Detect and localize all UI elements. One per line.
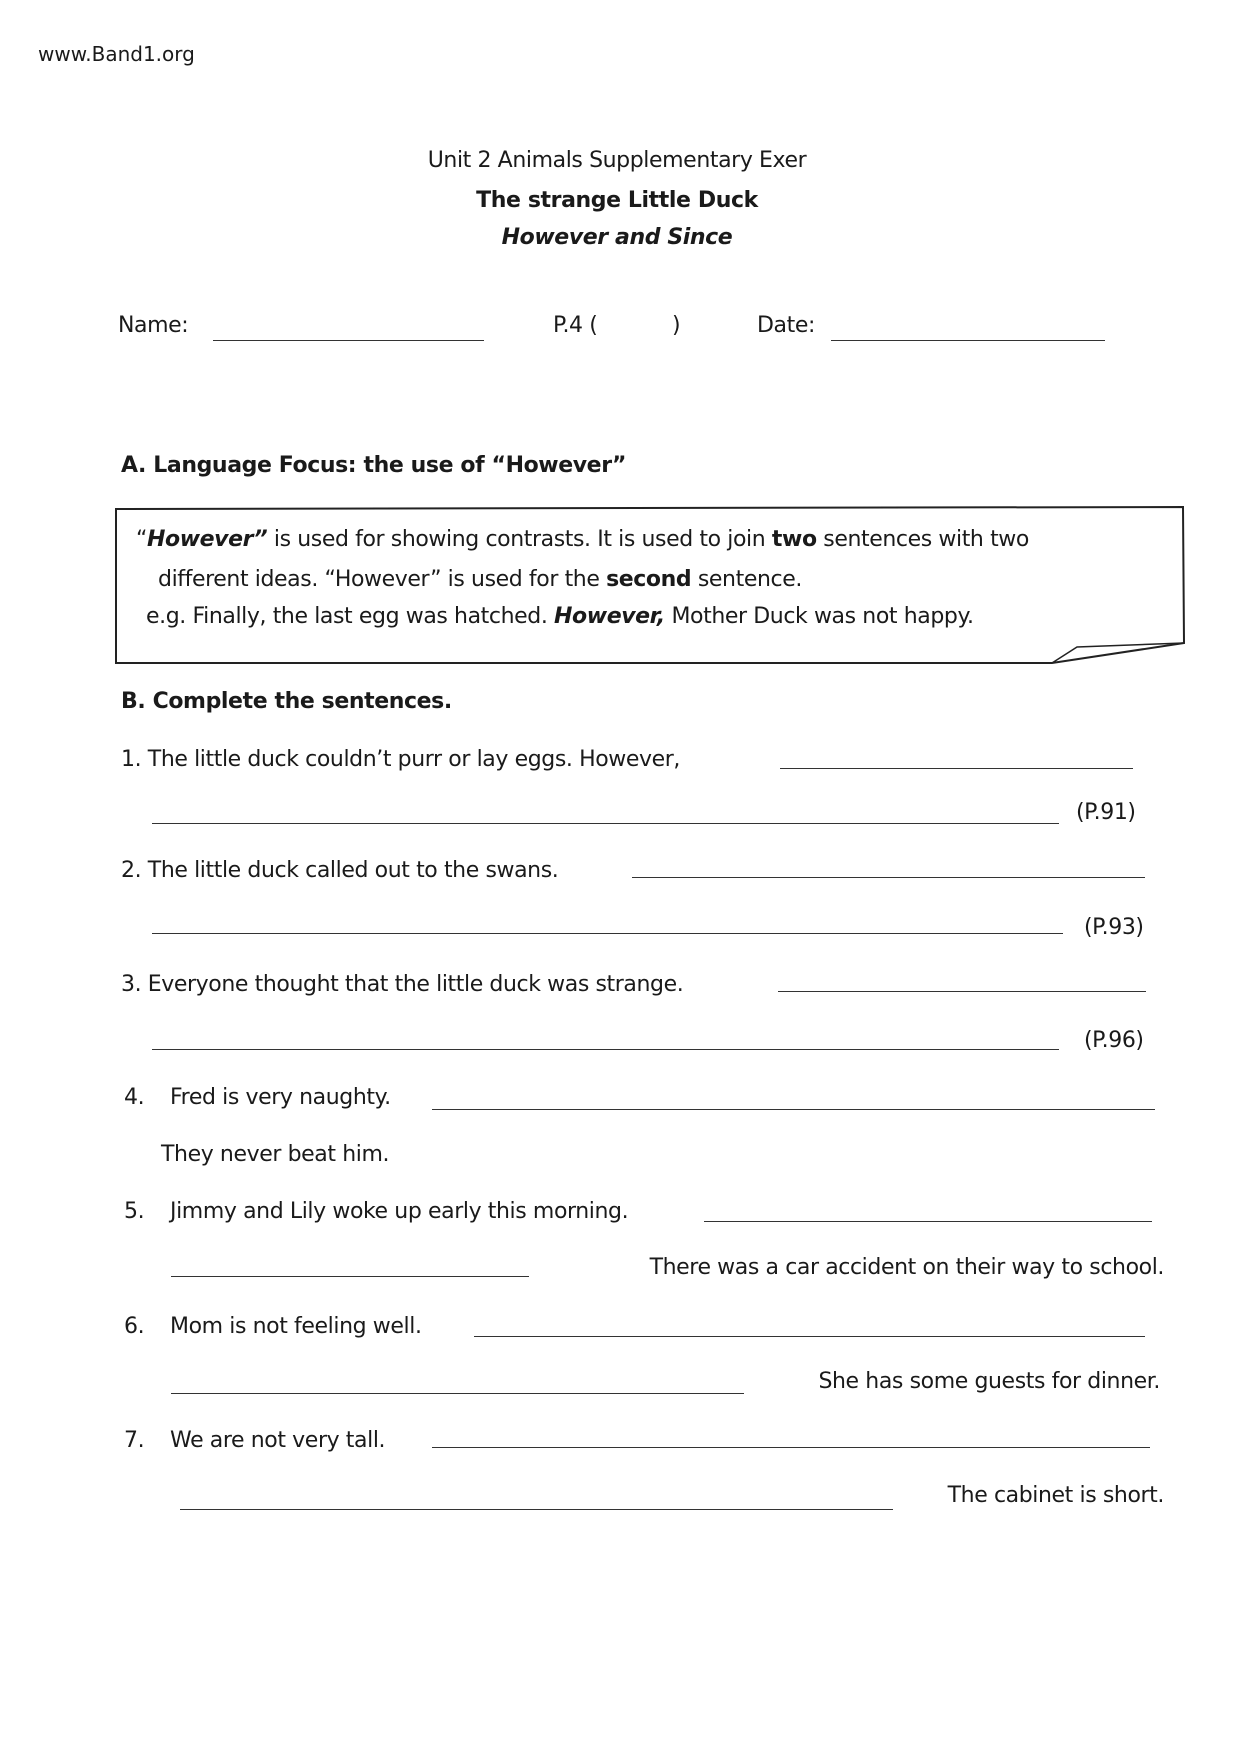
item-4-answer-line[interactable] <box>432 1109 1155 1110</box>
name-label: Name: <box>118 313 189 338</box>
item-2-answer-line[interactable] <box>632 877 1145 878</box>
item-5-text: Jimmy and Lily woke up early this morning. <box>170 1199 629 1224</box>
item-2-text: 2. The little duck called out to the swans. <box>121 858 559 883</box>
box-line-1: “However” is used for showing contrasts. It is used to join two sentences with two <box>136 527 1029 552</box>
item-1-answer-line-2[interactable] <box>152 823 1059 824</box>
item-2-answer-line-2[interactable] <box>152 933 1063 934</box>
item-7-answer-line-2[interactable] <box>180 1509 893 1510</box>
item-3-text: 3. Everyone thought that the little duck was strange. <box>121 972 684 997</box>
item-2-ref: (P.93) <box>1084 915 1144 940</box>
item-7-second: The cabinet is short. <box>947 1483 1164 1508</box>
item-3-ref: (P.96) <box>1084 1028 1144 1053</box>
item-3-answer-line[interactable] <box>778 991 1146 992</box>
item-1-ref: (P.91) <box>1076 800 1136 825</box>
item-1-text: 1. The little duck couldn’t purr or lay eggs. However, <box>121 747 681 772</box>
item-1-answer-line[interactable] <box>780 768 1133 769</box>
item-6-answer-line[interactable] <box>474 1336 1145 1337</box>
item-5-second: There was a car accident on their way to school. <box>649 1255 1164 1280</box>
class-label: P.4 ( <box>553 313 598 338</box>
class-close: ) <box>672 313 681 338</box>
unit-title: Unit 2 Animals Supplementary Exer <box>427 148 807 173</box>
story-title: The strange Little Duck <box>476 188 758 213</box>
box-line-2: different ideas. “However” is used for the second sentence. <box>158 567 802 592</box>
item-6-text: Mom is not feeling well. <box>170 1314 422 1339</box>
item-4-second: They never beat him. <box>161 1142 390 1167</box>
date-label: Date: <box>757 313 815 338</box>
item-7-number: 7. <box>124 1428 145 1453</box>
item-6-answer-line-2[interactable] <box>171 1393 744 1394</box>
section-b-heading: B. Complete the sentences. <box>121 689 452 714</box>
item-6-second: She has some guests for dinner. <box>818 1369 1160 1394</box>
box-line-3: e.g. Finally, the last egg was hatched. However, Mother Duck was not happy. <box>146 604 974 629</box>
item-5-number: 5. <box>124 1199 145 1224</box>
item-7-text: We are not very tall. <box>170 1428 386 1453</box>
item-5-answer-line-2[interactable] <box>171 1276 529 1277</box>
watermark: www.Band1.org <box>38 42 195 66</box>
item-5-answer-line[interactable] <box>704 1221 1152 1222</box>
name-field[interactable] <box>213 340 484 341</box>
date-field[interactable] <box>831 340 1105 341</box>
item-3-answer-line-2[interactable] <box>152 1049 1059 1050</box>
topic-title: However and Since <box>501 225 733 250</box>
item-4-text: Fred is very naughty. <box>170 1085 391 1110</box>
item-7-answer-line[interactable] <box>432 1447 1150 1448</box>
item-6-number: 6. <box>124 1314 145 1339</box>
item-4-number: 4. <box>124 1085 145 1110</box>
section-a-heading: A. Language Focus: the use of “However” <box>121 453 627 478</box>
